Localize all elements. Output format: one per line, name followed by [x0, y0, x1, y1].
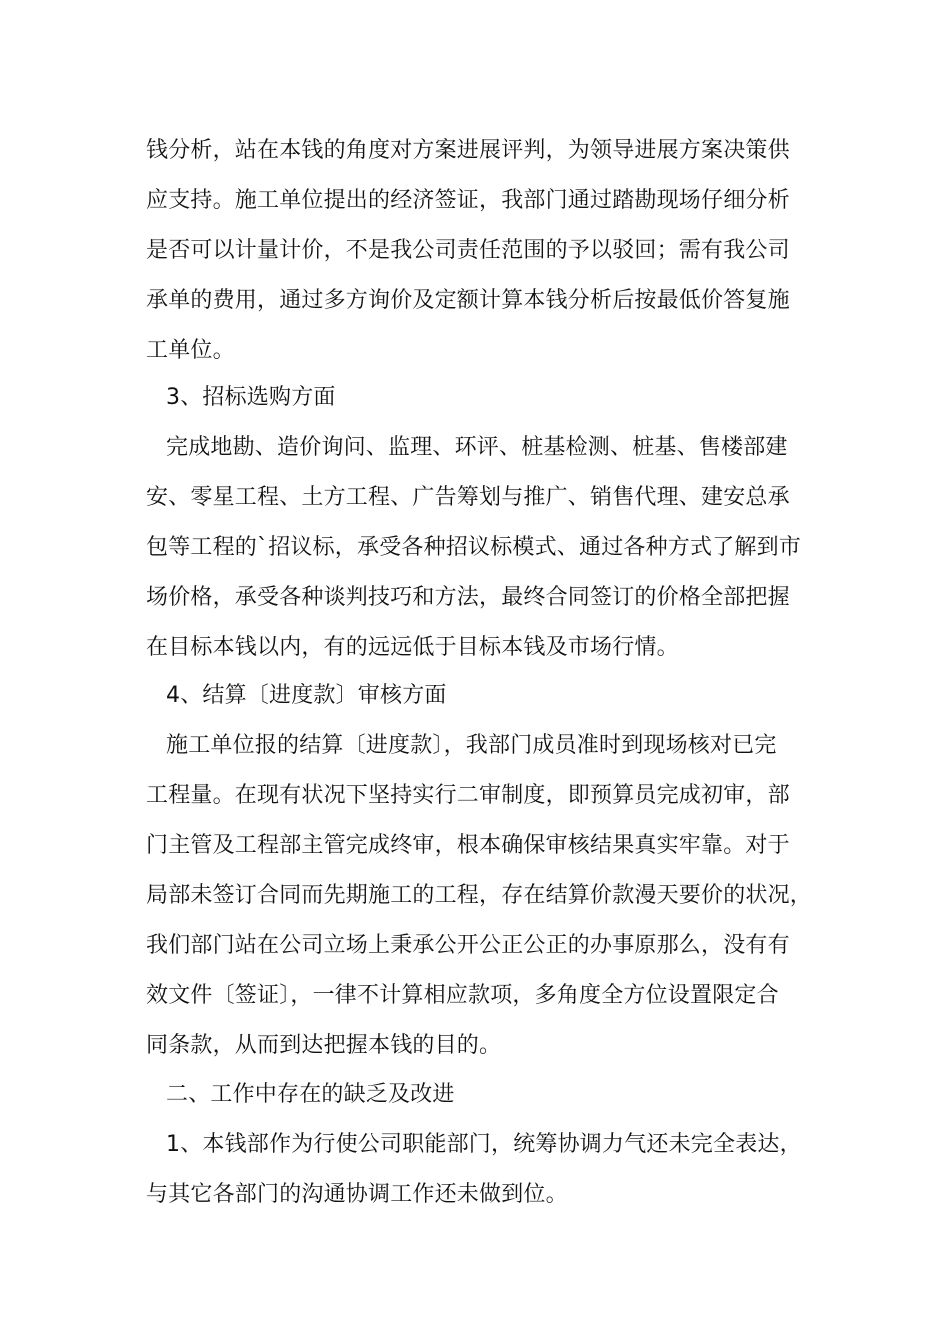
paragraph-line: 局部未签订合同而先期施工的工程，存在结算价款漫天要价的状况，	[146, 883, 813, 908]
paragraph-line: 包等工程的`招议标，承受各种招议标模式、通过各种方式了解到市	[146, 535, 802, 560]
paragraph-line: 承单的费用，通过多方询价及定额计算本钱分析后按最低价答复施	[146, 288, 790, 313]
paragraph-line: 钱分析，站在本钱的角度对方案进展评判，为领导进展方案决策供	[146, 138, 790, 163]
paragraph-line: 同条款，从而到达把握本钱的目的。	[146, 1033, 502, 1058]
section-heading: 4、结算〔进度款〕审核方面	[166, 683, 447, 708]
paragraph-line: 是否可以计量计价，不是我公司责任范围的予以驳回；需有我公司	[146, 238, 790, 263]
section-heading: 二、工作中存在的缺乏及改进	[166, 1082, 455, 1107]
paragraph-line: 在目标本钱以内，有的远远低于目标本钱及市场行情。	[146, 635, 679, 660]
paragraph-line: 施工单位报的结算〔进度款〕，我部门成员准时到现场核对已完	[166, 733, 777, 758]
paragraph-line: 应支持。施工单位提出的经济签证，我部门通过踏勘现场仔细分析	[146, 188, 790, 213]
paragraph-line: 我们部门站在公司立场上秉承公开公正公正的办事原那么，没有有	[146, 933, 790, 958]
paragraph-line: 1、本钱部作为行使公司职能部门，统筹协调力气还未完全表达，	[166, 1132, 802, 1157]
paragraph-line: 工单位。	[146, 338, 235, 363]
paragraph-line: 效文件〔签证〕，一律不计算相应款项，多角度全方位设置限定合	[146, 983, 779, 1008]
paragraph-line: 完成地勘、造价询问、监理、环评、桩基检测、桩基、售楼部建	[166, 435, 788, 460]
paragraph-line: 与其它各部门的沟通协调工作还未做到位。	[146, 1182, 568, 1207]
paragraph-line: 工程量。在现有状况下坚持实行二审制度，即预算员完成初审，部	[146, 783, 790, 808]
section-heading: 3、招标选购方面	[166, 385, 336, 410]
paragraph-line: 安、零星工程、土方工程、广告筹划与推广、销售代理、建安总承	[146, 485, 790, 510]
paragraph-line: 场价格，承受各种谈判技巧和方法，最终合同签订的价格全部把握	[146, 585, 790, 610]
paragraph-line: 门主管及工程部主管完成终审，根本确保审核结果真实牢靠。对于	[146, 833, 790, 858]
